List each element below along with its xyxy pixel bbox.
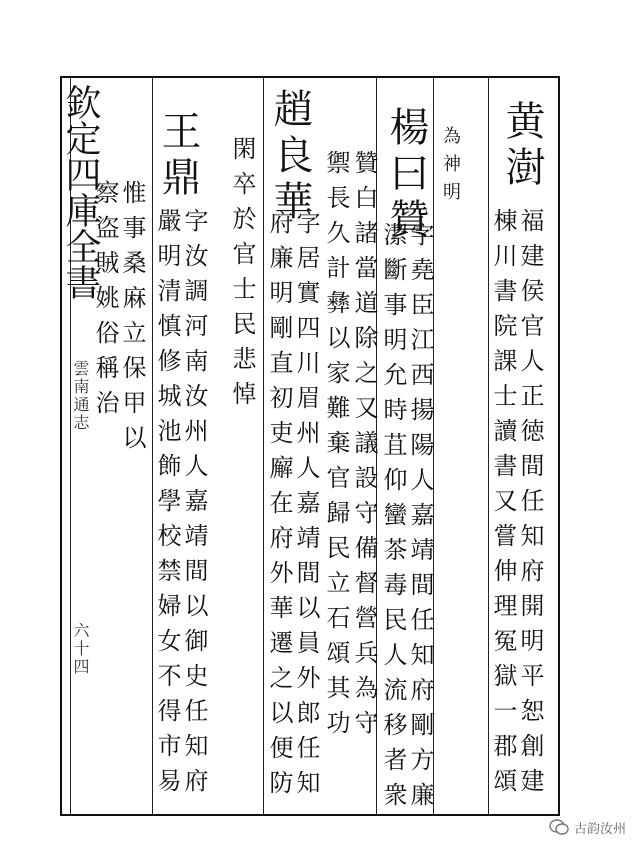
entry-text: 潔斷事明允時苴仰蠻茶毒民人流移者衆 [379, 222, 407, 817]
entry-text: 贊白諸當道除之又議設守備督營兵為守 [350, 150, 378, 745]
entry-name-zhao-liang-hua: 趙良華 [267, 88, 313, 226]
entry-text: 府廉明剛直初吏廨在府外華遷之以便防 [265, 210, 293, 805]
column-rule [263, 78, 264, 814]
book-title: 欽定四庫全書 [60, 84, 101, 300]
entry-text: 為神明 [440, 126, 461, 210]
volume-title: 雲南通志 [71, 360, 90, 432]
entry-text: 棟川書院課士讀書又嘗伸理冤獄一郡頌 [489, 208, 517, 803]
entry-text: 字汝調河南汝州人嘉靖間以御史任知府 [180, 208, 208, 803]
entry-name-yang-yue-zan: 楊曰贊 [383, 106, 429, 244]
entry-text: 字堯臣江西揚陽人嘉靖間任知府剛方廉 [406, 222, 434, 817]
entry-name-wang-ding: 王鼎 [155, 110, 201, 202]
watermark-label: 古韵汝州 [573, 821, 626, 837]
entry-text: 嚴明清慎修城池飾學校禁婦女不得市易 [153, 208, 181, 803]
entry-text: 閑卒於官士民悲悼 [228, 136, 256, 416]
entry-text: 福建侯官人正徳間任知府開明平恕創建 [516, 208, 544, 803]
watermark [549, 817, 626, 837]
entry-text: 察盜賊姚俗稱治 [91, 180, 119, 425]
page-number: 六十四 [71, 622, 90, 676]
entry-text: 字居實四川眉州人嘉靖間以員外郎任知 [292, 210, 320, 805]
entry-text: 禦長久計彝以家難棄官歸民立石頌其功 [322, 150, 350, 745]
entry-name-huang-shu: 黄澍 [499, 100, 545, 192]
chat-bubble-icon [549, 817, 569, 837]
entry-text: 惟事桑麻立保甲以 [118, 180, 146, 460]
